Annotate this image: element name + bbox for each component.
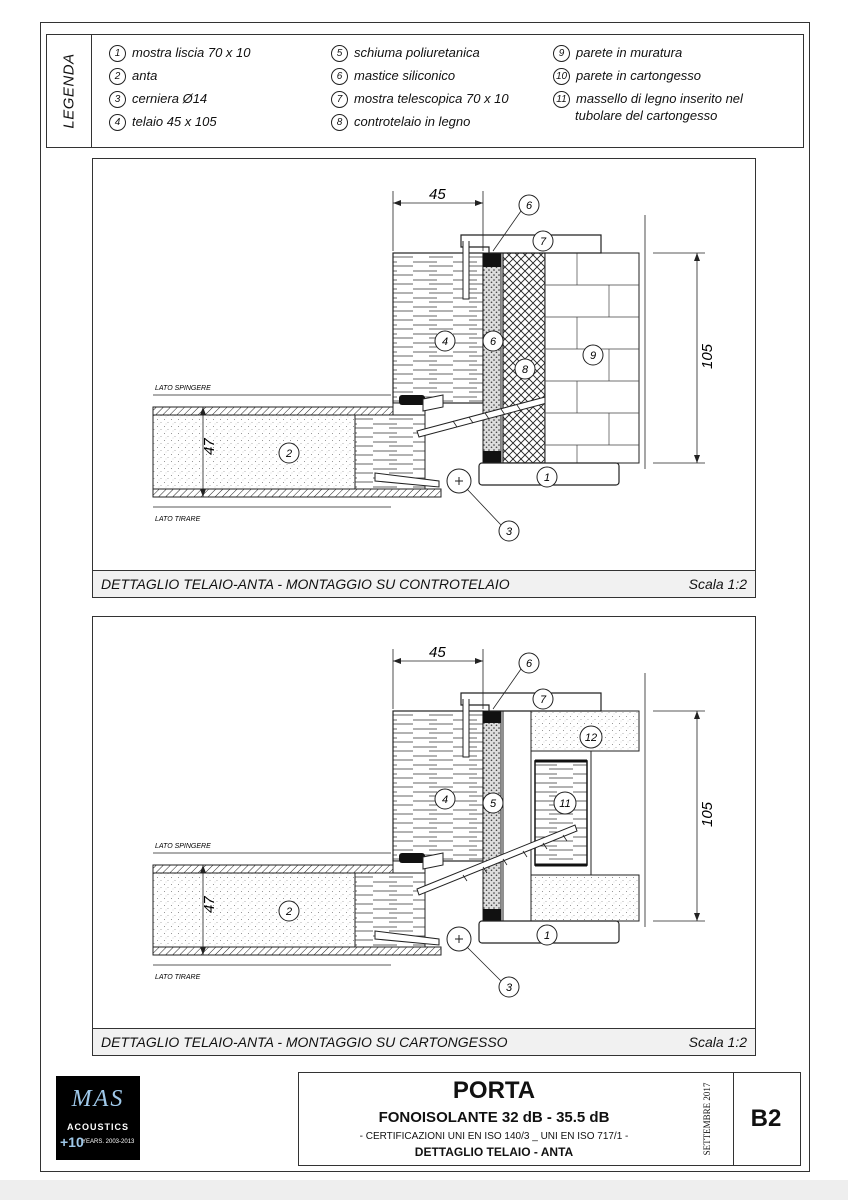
legend-item: 8 controtelaio in legno	[331, 114, 509, 137]
callout-2: 2	[285, 448, 293, 460]
drawing-title: PORTA	[452, 1077, 536, 1104]
legend-item: 7 mostra telescopica 70 x 10	[331, 91, 509, 114]
drawing-code: B2	[732, 1072, 801, 1166]
detail-caption: DETTAGLIO TELAIO-ANTA - MONTAGGIO SU CARTONGESSO	[101, 1034, 508, 1050]
legend-title: LEGENDA	[60, 53, 78, 129]
detail-caption-bar	[93, 1028, 755, 1055]
callout-6b: 6	[489, 336, 497, 348]
callout-1: 1	[543, 472, 551, 484]
frame-width-dim: 45	[429, 644, 446, 661]
side-pull-label: LATO TIRARE	[155, 516, 201, 523]
polyurethane-foam	[483, 711, 501, 921]
frame-width-dim: 45	[429, 186, 446, 203]
door-leaf-core	[153, 407, 355, 497]
side-pull-label: LATO TIRARE	[155, 974, 201, 981]
legend-column-1	[109, 45, 251, 137]
polyurethane-foam	[483, 253, 501, 463]
legend-item: 2 anta	[109, 68, 251, 91]
title-block-main	[298, 1072, 734, 1166]
leaf-thickness-dim: 47	[201, 438, 218, 455]
legend-item: 6 mastice siliconico	[331, 68, 509, 91]
drywall-board-bottom	[531, 875, 639, 921]
legend-item: 1 mostra liscia 70 x 10	[109, 45, 251, 68]
legend-item: 10 parete in cartongesso	[553, 68, 743, 91]
callout-7: 7	[539, 694, 547, 706]
drawing-detail-name: DETTAGLIO TELAIO - ANTA	[414, 1145, 574, 1159]
logo-badge: +10	[60, 1134, 84, 1150]
callout-1: 1	[543, 930, 551, 942]
callout-4: 4	[441, 336, 449, 348]
detail-caption: DETTAGLIO TELAIO-ANTA - MONTAGGIO SU CONTROTELAIO	[101, 576, 510, 592]
legend-column-2	[331, 45, 509, 137]
detail-panel-controtelaio	[92, 158, 756, 598]
callout-6a: 6	[525, 200, 533, 212]
door-leaf-skin-top	[153, 407, 415, 415]
drawing-certifications: - CERTIFICAZIONI UNI EN ISO 140/3 _ UNI EN ISO 717/1 -	[359, 1131, 629, 1142]
wooden-subframe	[503, 253, 545, 463]
drawing-date: SETTEMBRE 2017	[702, 1082, 712, 1156]
telescopic-architrave	[461, 693, 601, 711]
legend-item: 9 parete in muratura	[553, 45, 743, 68]
callout-6: 6	[525, 658, 533, 670]
legend-item: 4 telaio 45 x 105	[109, 114, 251, 137]
frame-depth-dim: 105	[699, 801, 716, 827]
detail-panel-cartongesso	[92, 616, 756, 1056]
callout-11: 11	[559, 798, 571, 810]
gasket	[399, 853, 425, 863]
callout-3: 3	[505, 982, 513, 994]
side-push-label: LATO SPINGERE	[155, 385, 211, 392]
door-leaf-skin-bottom	[153, 489, 441, 497]
callout-5: 5	[489, 798, 497, 810]
leaf-thickness-dim: 47	[201, 896, 218, 913]
callout-12: 12	[584, 732, 598, 744]
door-leaf-core	[153, 865, 355, 955]
legend-item: 5 schiuma poliuretanica	[331, 45, 509, 68]
callout-8: 8	[521, 364, 529, 376]
callout-7: 7	[539, 236, 547, 248]
legend-column-3	[553, 45, 743, 123]
section-drawing-cartongesso	[93, 617, 755, 1055]
callout-2: 2	[285, 906, 293, 918]
detail-scale: Scala 1:2	[688, 576, 747, 592]
detail-scale: Scala 1:2	[688, 1034, 747, 1050]
logo-name: ACOUSTICS	[66, 1122, 129, 1132]
detail-caption-bar	[93, 570, 755, 597]
legend-item: 3 cerniera Ø14	[109, 91, 251, 114]
side-push-label: LATO SPINGERE	[155, 843, 211, 850]
page-bottom-strip	[0, 1180, 848, 1200]
logo-mark: MAS	[71, 1086, 125, 1112]
section-drawing-controtelaio	[93, 159, 755, 597]
callout-3: 3	[505, 526, 513, 538]
legend-item: 11 massello di legno inserito nel	[553, 91, 743, 114]
drawing-subtitle: FONOISOLANTE 32 dB - 35.5 dB	[378, 1109, 610, 1126]
legend-item-continuation: tubolare del cartongesso	[575, 108, 718, 123]
door-leaf-skin-bottom	[153, 947, 441, 955]
callout-4: 4	[441, 794, 449, 806]
logo-years: YEARS. 2003-2013	[82, 1139, 135, 1145]
gasket	[399, 395, 425, 405]
title-block	[298, 1072, 802, 1166]
door-leaf-skin-top	[153, 865, 415, 873]
legend-title-cell	[47, 35, 92, 147]
legend-box	[46, 34, 804, 148]
frame-depth-dim: 105	[699, 343, 716, 369]
telescopic-architrave	[461, 235, 601, 253]
callout-9: 9	[589, 350, 597, 362]
company-logo	[56, 1076, 140, 1160]
